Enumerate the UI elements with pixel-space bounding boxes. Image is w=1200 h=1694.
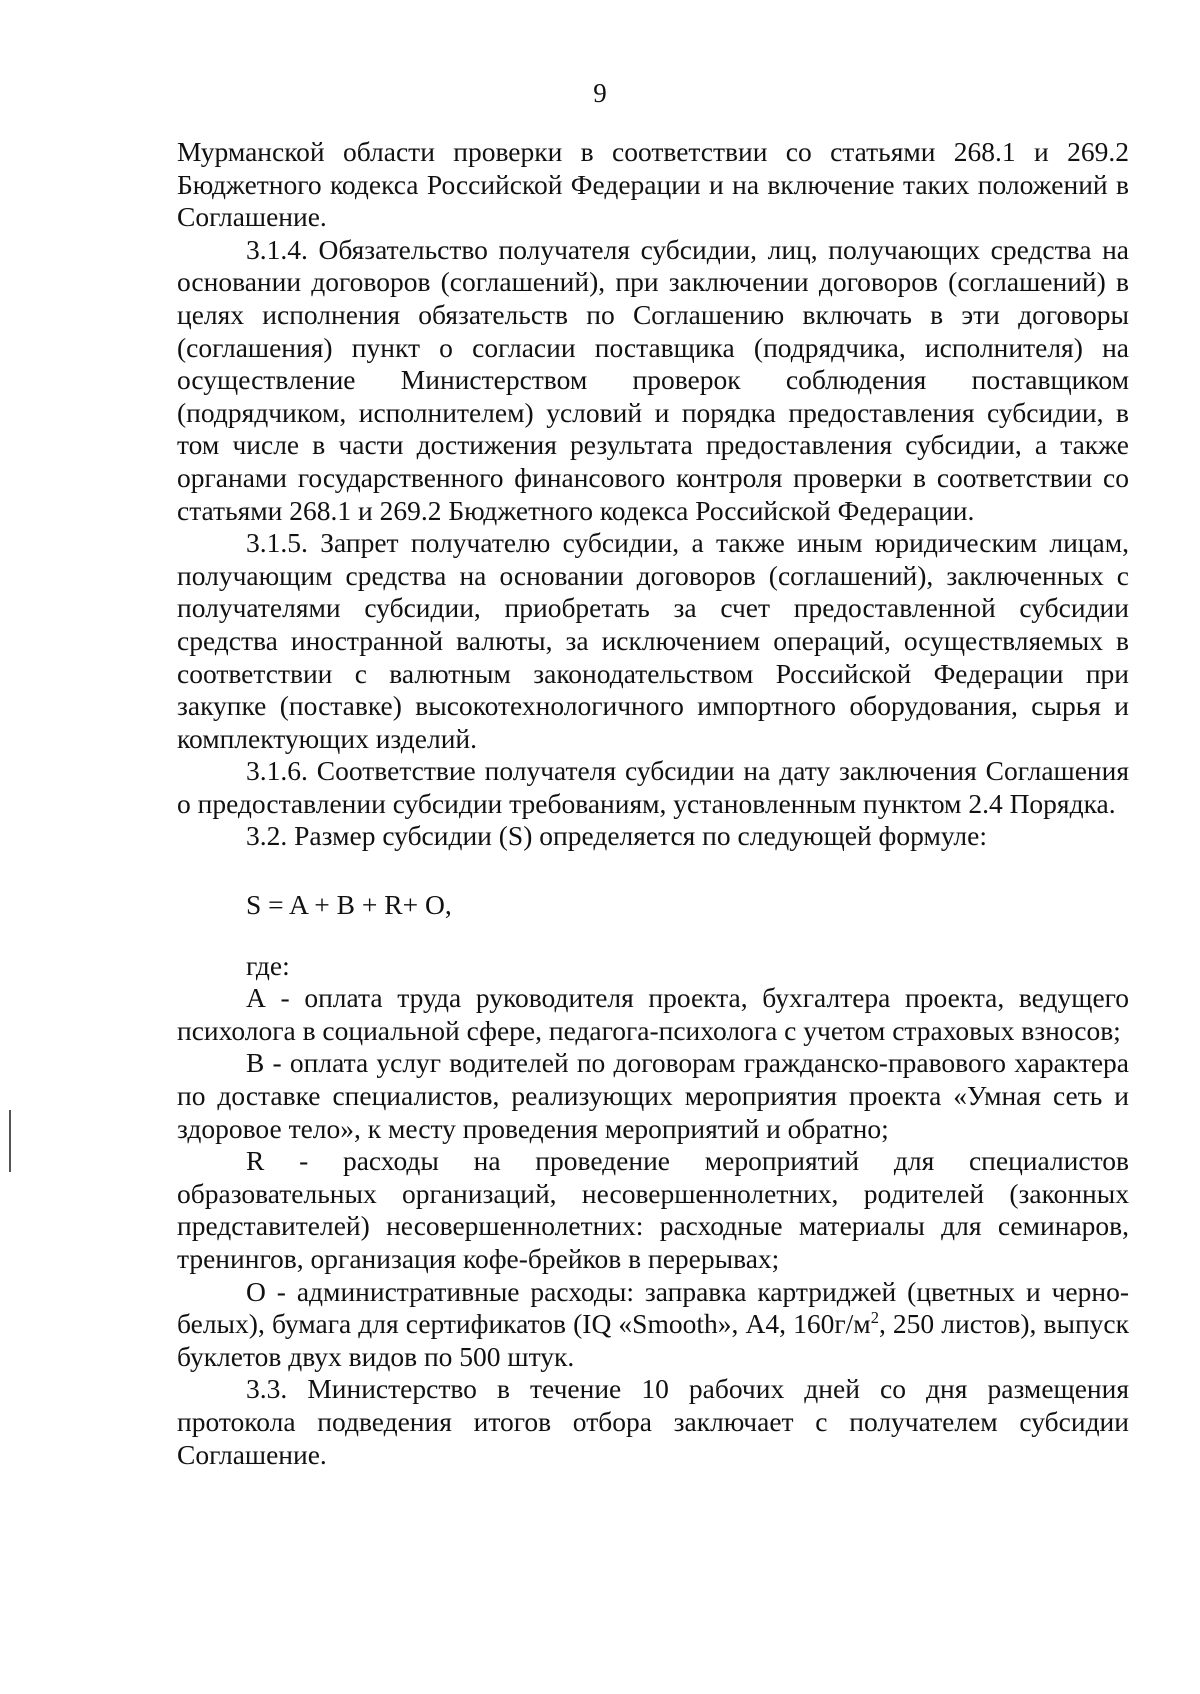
paragraph-3-1-4: 3.1.4. Обязательство получателя субсидии, лиц, получающих средства на основании договоров (соглашений), при заключении договоров (соглашений) в целях исполнения обязательств по Соглашению включать в эти договоры (соглашения) пункт о согласии поставщика (подрядчика, исполнителя) на осуществление Министерством проверок соблюдения поставщиком (подрядчиком, исполнителем) условий и порядка предоставления субсидии, в том числе в части достижения результата предоставления субсидии, а также органами государственного финансового контроля проверки в соответствии со статьями 268.1 и 269.2 Бюджетного кодекса Российской Федерации. [177, 233, 1129, 526]
superscript-2: 2 [870, 1308, 879, 1328]
definition-b: В - оплата услуг водителей по договорам гражданско-правового характера по доставке специалистов, реализующих мероприятия проекта «Умная сеть и здоровое тело», к месту проведения мероприятий и обратно; [177, 1047, 1129, 1144]
page-number: 9 [593, 78, 607, 108]
definition-r: R - расходы на проведение мероприятий для специалистов образовательных организаций, несовершеннолетних, родителей (законных представителей) несовершеннолетних: расходные материалы для семинаров, тренингов, организация кофе-брейков в перерывах; [177, 1145, 1129, 1274]
paragraph-3-3: 3.3. Министерство в течение 10 рабочих дней со дня размещения протокола подведения итогов отбора заключает с получателем субсидии Соглашение. [177, 1373, 1129, 1470]
paragraph-3-2: 3.2. Размер субсидии (S) определяется по следующей формуле: [246, 820, 987, 852]
definition-a: А - оплата труда руководителя проекта, бухгалтера проекта, ведущего психолога в социальной сфере, педагога-психолога с учетом страховых взносов; [177, 982, 1129, 1046]
subsidy-formula: S = A + B + R+ O, [246, 889, 452, 921]
formula-where-label: где: [246, 949, 290, 981]
definition-o-text-end: , 250 листов), выпуск буклетов двух видов по 500 штук. [177, 1308, 1129, 1372]
paragraph-continuation: Мурманской области проверки в соответствии со статьями 268.1 и 269.2 Бюджетного кодекса Российской Федерации и на включение таких положений в Соглашение. [177, 136, 1129, 233]
paragraph-3-1-6: 3.1.6. Соответствие получателя субсидии на дату заключения Соглашения о предоставлении субсидии требованиям, установленным пунктом 2.4 Порядка. [177, 755, 1129, 819]
paragraph-3-1-5: 3.1.5. Запрет получателю субсидии, а также иным юридическим лицам, получающим средства на основании договоров (соглашений), заключенных с получателями субсидии, приобретать за счет предоставленной субсидии средства иностранной валюты, за исключением операций, осуществляемых в соответствии с валютным законодательством Российской Федерации при закупке (поставке) высокотехнологичного импортного оборудования, сырья и комплектующих изделий. [177, 527, 1129, 754]
definition-o-text-start: О - административные расходы: заправка картриджей (цветных и черно-белых), бумага для сертификатов (IQ «Smooth», А4, 160г/м [177, 1275, 1129, 1340]
definition-o [177, 1276, 1129, 1374]
document-body [177, 136, 1129, 1471]
scan-edge-mark [9, 1110, 11, 1172]
